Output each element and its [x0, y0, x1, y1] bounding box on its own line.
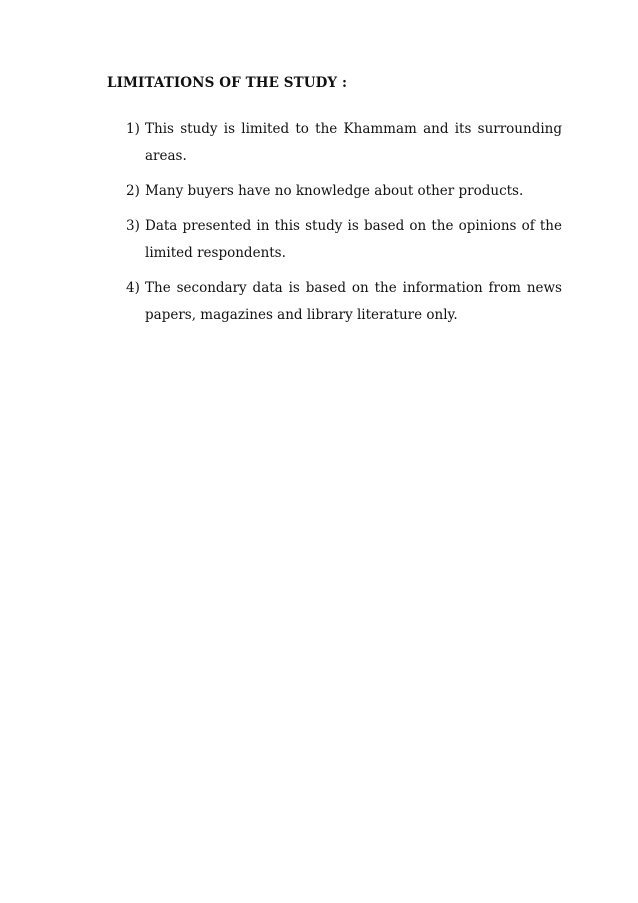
list-item [126, 178, 562, 205]
section-heading: LIMITATIONS OF THE STUDY : [107, 75, 348, 91]
item-number: 1) [126, 121, 140, 137]
item-number: 3) [126, 218, 140, 234]
list-item [126, 116, 562, 170]
item-text: The secondary data is based on the information from news papers, magazines and library literature only. [145, 280, 562, 323]
item-number: 2) [126, 183, 140, 199]
item-text: This study is limited to the Khammam and its surrounding areas. [145, 121, 562, 164]
item-text: Many buyers have no knowledge about other products. [145, 183, 524, 199]
item-number: 4) [126, 280, 140, 296]
list-item [126, 275, 562, 329]
list-item [126, 213, 562, 267]
item-text: Data presented in this study is based on the opinions of the limited respondents. [145, 218, 562, 261]
limitations-list [126, 116, 562, 337]
